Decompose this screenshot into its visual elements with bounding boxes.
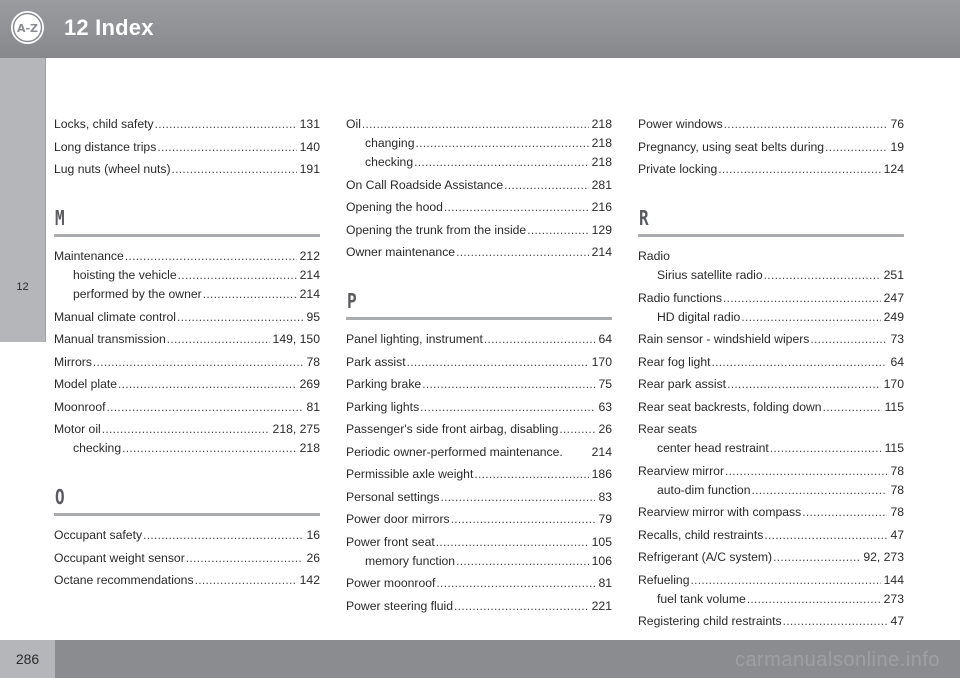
entry-text: Radio [638,249,670,263]
page-reference: 281 [591,177,612,192]
page-reference: 47 [890,614,904,628]
badge-text: A-Z [16,22,39,35]
page-reference: 214 [299,287,320,301]
page-reference: 115 [884,399,904,414]
index-entry-row [346,533,612,552]
index-entry-row [54,398,320,417]
entry-text: fuel tank volume [657,591,746,606]
dot-leader [186,549,304,568]
dot-leader [362,115,589,134]
index-entry [346,510,612,529]
dot-leader [474,465,588,484]
page-reference: 186 [591,467,612,481]
index-entry-row [638,353,904,372]
index-entry-row [54,138,320,157]
dot-leader [195,571,297,590]
page-footer [0,640,960,678]
page-reference: 129 [591,222,612,237]
dot-leader [718,160,880,179]
entry-text: Rearview mirror [638,463,724,478]
page-reference: 140 [299,139,320,154]
page-reference: 26 [598,422,612,436]
entry-text: Recalls, child restraints [638,527,764,542]
page-reference: 247 [883,290,904,305]
index-entry [54,330,320,349]
index-entry-row [638,160,904,179]
index-entry-row [638,526,904,545]
index-entry [346,398,612,417]
page-reference: 149, 150 [272,332,320,346]
index-entry-row [638,548,904,567]
entry-text: Private locking [638,162,718,176]
index-column-2 [346,115,612,619]
entry-text: Long distance trips [54,139,157,154]
dot-leader [155,115,297,134]
index-entry-row [54,353,320,372]
watermark-text: carmanualsonline.info [734,649,940,671]
entry-text: Permissible axle weight [346,467,474,481]
index-entry-row [346,510,612,529]
entry-text: Registering child restraints [638,614,782,628]
page-reference: 170 [883,377,904,391]
dot-leader [172,160,297,179]
dot-leader [764,266,881,285]
page-reference: 251 [883,268,904,282]
index-entry [638,289,904,327]
index-entry-row [346,221,612,240]
index-entry [638,571,904,609]
section-letter: M [55,206,65,230]
dot-leader [559,420,595,439]
entry-text: Manual climate control [54,309,176,324]
dot-leader [727,375,881,394]
index-entry-row [346,115,612,134]
index-entry [638,398,904,417]
page-reference: 63 [598,399,612,414]
index-entry [54,247,320,304]
index-entry-row [638,247,904,266]
page-reference: 214 [591,245,612,259]
page-reference: 81 [598,576,612,590]
index-entry-row [638,420,904,439]
index-entry-row [54,526,320,545]
dot-leader [420,398,595,417]
dot-leader [157,138,296,157]
dot-leader [415,134,588,153]
index-entry [54,138,320,157]
index-entry [638,247,904,285]
dot-leader [810,330,887,349]
index-entry [346,465,612,484]
index-entry-row [54,420,320,439]
page-reference: 214 [299,268,320,282]
index-entry-row [346,443,612,462]
page-reference: 273 [883,591,904,606]
index-entry [54,549,320,568]
dot-leader [527,221,588,240]
entry-text: Radio functions [638,290,723,305]
dot-leader [107,398,304,417]
entry-text: On Call Roadside Assistance [346,177,504,192]
section-letter-heading [346,289,612,320]
entry-text: memory function [365,553,456,568]
index-entry [346,488,612,507]
entry-text: Maintenance [54,249,124,263]
index-entry [638,138,904,157]
page-reference: 124 [883,162,904,176]
index-entry-row [54,571,320,590]
index-entry-row [638,398,904,417]
index-column-3 [638,115,904,635]
page-reference: 212 [299,249,320,263]
page-reference: 142 [299,573,320,587]
dot-leader [422,375,595,394]
dot-leader [436,574,595,593]
entry-text: checking [365,155,414,169]
index-entry [638,420,904,458]
dot-leader [167,330,270,349]
chapter-header [0,0,960,58]
index-entry-row [638,375,904,394]
index-subentry [54,285,320,304]
side-tab-label: 12 [16,281,29,293]
page-reference: 81 [306,399,320,414]
index-entry-row [346,353,612,372]
entry-text: center head restraint [657,441,769,455]
page-reference: 79 [598,512,612,526]
dot-leader [504,176,588,195]
index-entry-row [346,597,612,616]
a-z-index-icon [11,11,44,44]
entry-text: Parking brake [346,377,422,391]
index-subentry [638,439,904,458]
index-entry [638,612,904,631]
dot-leader [178,266,297,285]
dot-leader [454,597,589,616]
page-reference: 218 [591,155,612,169]
dot-leader [712,353,888,372]
entry-text: Moonroof [54,399,106,414]
dot-leader [484,330,596,349]
index-entry-row [346,488,612,507]
dot-leader [444,198,589,217]
dot-leader [773,548,860,567]
dot-leader [177,308,304,327]
dot-leader [414,153,589,172]
entry-text: Refrigerant (A/C system) [638,550,773,564]
index-entry [346,597,612,616]
dot-leader [752,481,888,500]
section-letter: O [55,485,65,509]
entry-text: HD digital radio [657,309,741,324]
index-entry-row [638,330,904,349]
entry-text: Rear fog light [638,354,711,369]
page-reference: 73 [890,332,904,346]
index-entry-row [346,375,612,394]
index-subentry [638,481,904,500]
page-reference: 144 [883,572,904,587]
entry-text: Lug nuts (wheel nuts) [54,162,171,176]
index-entry [346,443,612,462]
dot-leader [436,533,589,552]
entry-text: Power moonroof [346,576,436,590]
dot-leader [451,510,596,529]
index-entry [346,420,612,439]
entry-text: Rearview mirror with compass [638,505,802,519]
index-subentry [54,266,320,285]
index-entry-row [638,571,904,590]
index-entry [638,330,904,349]
entry-text: Oil [346,117,361,131]
entry-text: Passenger's side front airbag, disabling [346,422,559,436]
index-entry-row [638,612,904,631]
dot-leader [143,526,303,545]
page-reference: 170 [591,354,612,369]
index-entry-row [638,503,904,522]
index-entry-row [54,160,320,179]
index-entry [638,353,904,372]
index-entry-row [54,549,320,568]
dot-leader [741,308,880,327]
page-reference: 106 [591,553,612,568]
page-reference: 221 [591,598,612,613]
index-entry-row [346,198,612,217]
entry-text: Refueling [638,572,690,587]
index-entry-row [54,115,320,134]
dot-leader [823,398,882,417]
section-letter: R [639,206,649,230]
index-entry [346,115,612,172]
section-letter-heading [54,485,320,516]
entry-text: Mirrors [54,354,92,369]
page-reference: 78 [890,463,904,478]
page-reference: 131 [299,117,320,131]
dot-leader [456,243,589,262]
index-entry-row [346,465,612,484]
page-reference: 47 [890,527,904,542]
index-entry-row [638,462,904,481]
entry-text: Rear seats [638,422,697,436]
page-reference: 78 [306,354,320,369]
entry-text: Opening the trunk from the inside [346,222,527,237]
index-subentry [54,439,320,458]
index-entry [638,526,904,545]
page-reference: 95 [306,309,320,324]
index-entry [54,308,320,327]
page-reference: 218 [299,441,320,455]
page-reference: 83 [598,489,612,504]
entry-text: Occupant weight sensor [54,550,185,565]
entry-text: Power front seat [346,534,435,549]
index-entry [54,353,320,372]
entry-text: Rear park assist [638,377,727,391]
dot-leader [407,353,589,372]
dot-leader [93,353,304,372]
dot-leader [770,439,882,458]
entry-text: Motor oil [54,422,101,436]
dot-leader [723,289,881,308]
index-entry-row [54,375,320,394]
entry-text: Power windows [638,117,723,131]
entry-text: Opening the hood [346,200,443,214]
page-reference: 19 [890,139,904,154]
index-entry [638,548,904,567]
page-reference: 64 [598,332,612,346]
page-reference: 75 [598,377,612,391]
dot-leader [747,590,881,609]
index-entry [346,221,612,240]
index-entry [54,571,320,590]
index-entry [638,115,904,134]
index-entry [54,420,320,458]
index-subentry [638,590,904,609]
dot-leader [783,612,888,631]
dot-leader [764,526,887,545]
page-reference: 78 [890,505,904,519]
index-subentry [638,308,904,327]
index-entry-row [346,398,612,417]
index-entry-row [346,243,612,262]
entry-text: Power door mirrors [346,512,450,526]
dot-leader [118,375,297,394]
dot-leader [725,462,887,481]
dot-leader [456,552,589,571]
page-number-box [0,640,55,678]
index-entry [54,398,320,417]
entry-text: Manual transmission [54,332,166,346]
chapter-side-tab [0,58,46,342]
entry-text: Occupant safety [54,528,143,542]
index-entry [54,526,320,545]
entry-text: Panel lighting, instrument [346,332,483,346]
index-entry-row [638,289,904,308]
index-entry [346,353,612,372]
index-entry [346,330,612,349]
index-entry [638,462,904,500]
index-subentry [346,153,612,172]
index-entry-row [638,115,904,134]
entry-text: auto-dim function [657,482,751,497]
entry-text: Locks, child safety [54,117,154,131]
index-entry [346,533,612,571]
index-entry [54,115,320,134]
index-subentry [346,134,612,153]
dot-leader [441,488,596,507]
index-entry [346,574,612,593]
page-reference: 218 [591,136,612,150]
index-entry [638,503,904,522]
index-entry [54,160,320,179]
page-reference: 78 [890,482,904,497]
index-entry [346,176,612,195]
entry-text: checking [73,441,122,455]
index-entry-row [346,176,612,195]
section-letter-heading [638,206,904,237]
index-entry [346,375,612,394]
entry-text: Parking lights [346,399,420,414]
entry-text: Periodic owner-performed maintenance. [346,444,563,459]
dot-leader [203,285,297,304]
entry-text: Personal settings [346,489,440,504]
dot-leader [125,247,297,266]
page-reference: 76 [890,117,904,131]
page-reference: 16 [306,528,320,542]
page-reference: 92, 273 [863,550,904,564]
index-subentry [346,552,612,571]
index-entry [346,243,612,262]
dot-leader [102,420,270,439]
page-reference: 218, 275 [272,422,320,436]
index-entry [54,375,320,394]
dot-leader [802,503,887,522]
index-entry [638,375,904,394]
entry-text: Sirius satellite radio [657,268,763,282]
index-entry-row [54,308,320,327]
section-letter: P [347,289,357,313]
chapter-title: 12 Index [64,15,154,40]
entry-text: Rain sensor - windshield wipers [638,332,810,346]
page-reference: 269 [299,377,320,391]
entry-text: hoisting the vehicle [73,268,177,282]
page-reference: 105 [591,534,612,549]
index-column-1 [54,115,320,594]
index-entry-row [346,420,612,439]
page-reference: 26 [306,550,320,565]
dot-leader [724,115,888,134]
page-reference: 115 [884,441,904,455]
page-reference: 214 [591,444,612,459]
page-reference: 191 [299,162,320,176]
dot-leader [825,138,887,157]
page-reference: 249 [883,309,904,324]
entry-text: Pregnancy, using seat belts during [638,139,825,154]
entry-text: Rear seat backrests, folding down [638,399,822,414]
dot-leader [691,571,881,590]
index-entry-row [346,330,612,349]
index-entry-row [54,330,320,349]
index-entry [346,198,612,217]
entry-text: Owner maintenance [346,245,456,259]
entry-text: Model plate [54,377,118,391]
page-reference: 64 [890,354,904,369]
index-entry [638,160,904,179]
page-reference: 216 [591,200,612,214]
index-entry-row [54,247,320,266]
entry-text: Power steering fluid [346,598,454,613]
page-reference: 218 [591,117,612,131]
page-number: 286 [15,651,40,667]
entry-text: performed by the owner [73,287,202,301]
index-subentry [638,266,904,285]
dot-leader [122,439,297,458]
entry-text: changing [365,136,415,150]
section-letter-heading [54,206,320,237]
index-entry-row [346,574,612,593]
index-entry-row [638,138,904,157]
entry-text: Park assist [346,354,406,369]
entry-text: Octane recommendations [54,573,194,587]
